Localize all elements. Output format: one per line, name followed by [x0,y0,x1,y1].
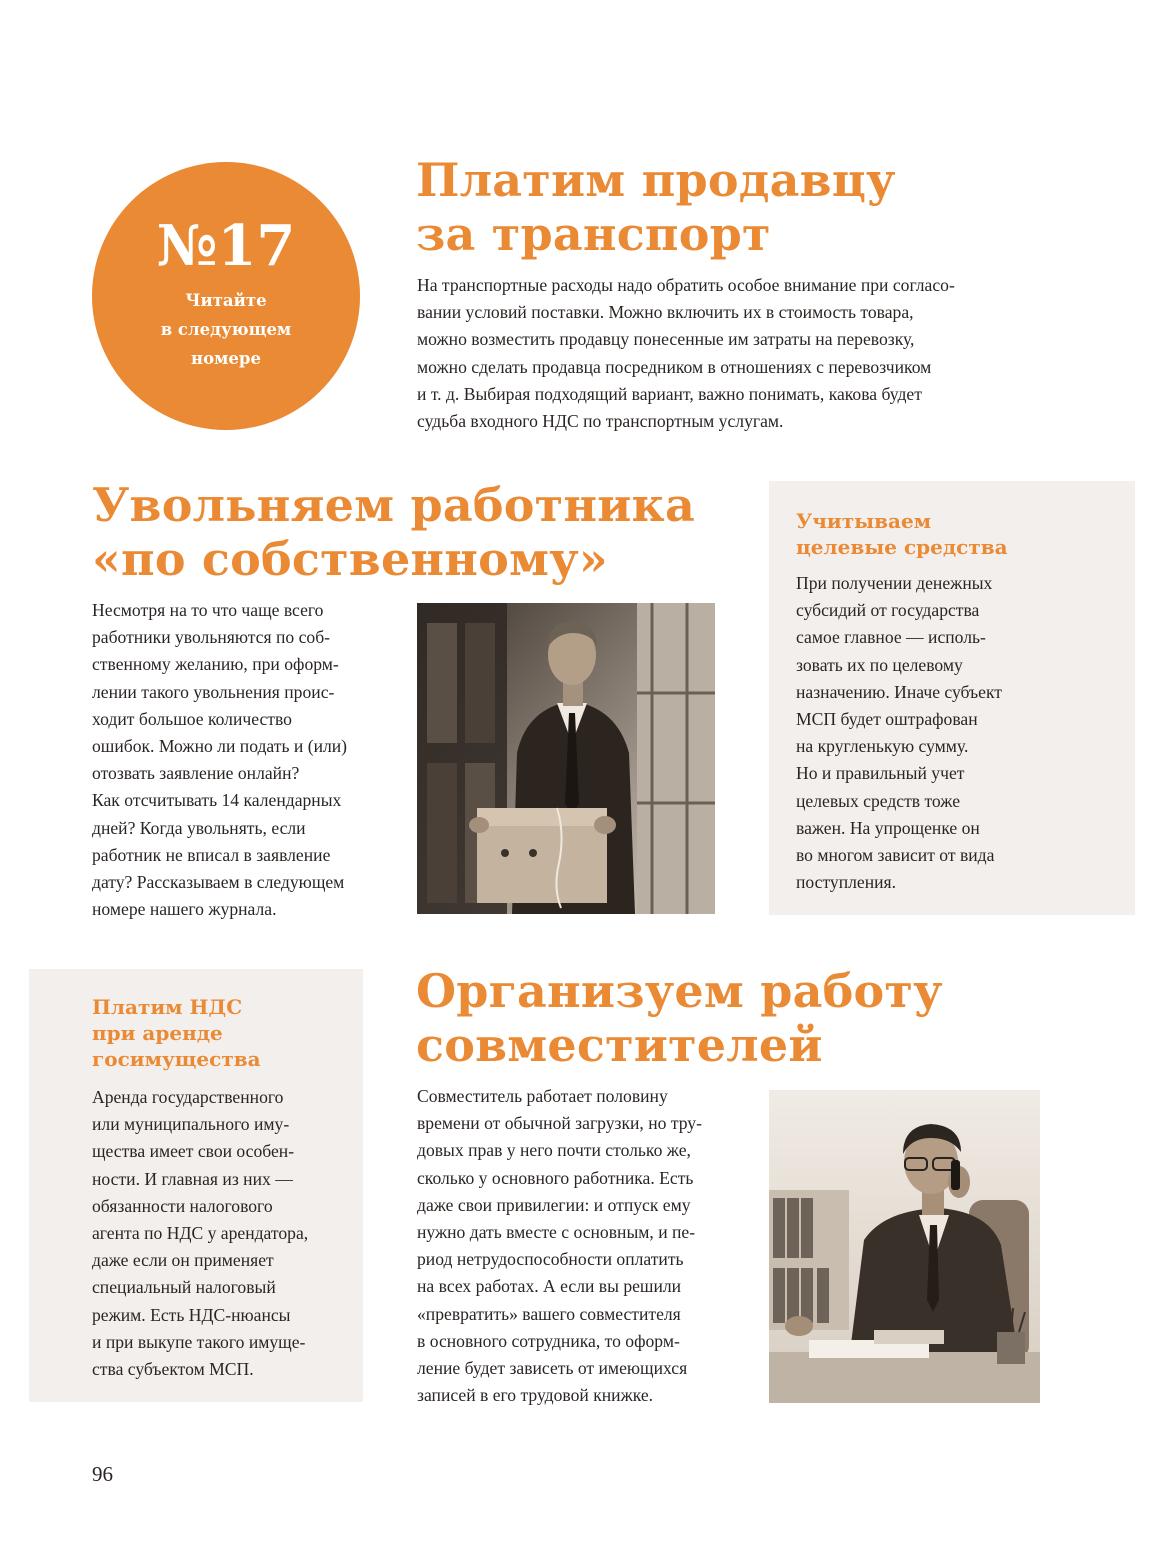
text-line: ходит большое количество [92,708,292,729]
text-line: работники увольняются по соб- [92,627,331,648]
text-line: в основного сотрудника, то оформ- [417,1330,680,1351]
text-line: во многом зависит от вида [796,845,995,866]
text-line: обязанности налогового [92,1195,273,1216]
title-line: «по собственному» [92,532,608,586]
text-line: записей в его трудовой книжке. [417,1385,654,1406]
photo-man-on-phone [769,1090,1040,1403]
sidebar-title-target-funds [796,508,1008,560]
title-line: Платим НДС [92,995,243,1019]
text-line: вании условий поставки. Можно включить их в стоимость товара, [417,302,914,323]
article-text-dismissal [92,597,347,923]
article-title-part-timers [416,964,943,1072]
text-line: ление будет зависеть от имеющихся [417,1358,688,1379]
text-line: Аренда государственного [92,1087,284,1107]
text-line: даже свои привилегии: и отпуск ему [417,1194,691,1215]
text-line: щества имеет свои особен- [92,1141,295,1162]
text-line: или муниципального иму- [92,1114,290,1135]
title-line: целевые средства [796,535,1008,559]
text-line: самое главное — исполь- [796,627,986,648]
text-line: можно сделать продавца посредником в отношениях с перевозчиком [417,356,932,377]
badge-caption-line: в следующем [160,320,292,339]
text-line: довых прав у него почти столько же, [417,1140,691,1161]
text-line: ственному желанию, при оформ- [92,654,339,675]
title-line: госимущества [92,1047,261,1071]
sidebar-text-target-funds [796,570,1002,896]
text-line: на кругленькую сумму. [796,736,969,757]
article-title-dismissal [92,478,695,586]
text-line: ности. И главная из них — [92,1168,293,1189]
sidebar-text-vat-rent [92,1084,308,1383]
badge-caption [92,286,360,373]
text-line: сколько у основного работника. Есть [417,1167,694,1188]
badge-caption-line: Читайте [185,291,267,310]
text-line: зовать их по целевому [796,654,963,675]
title-line: совместителей [416,1018,823,1072]
text-line: дату? Рассказываем в следующем [92,872,345,893]
text-line: Но и правильный учет [796,763,965,784]
badge-caption-line: номере [191,349,261,368]
sidebar-title-vat-rent [92,994,261,1072]
title-line: Учитываем [796,509,932,533]
text-line: Как отсчитывать 14 календарных [92,790,342,811]
title-line: при аренде [92,1021,223,1045]
photo-man-with-box [417,603,715,914]
article-title-transport [416,153,896,261]
text-line: работник не вписал в заявление [92,844,331,865]
text-line: агента по НДС у арендатора, [92,1223,309,1244]
text-line: «превратить» вашего совместителя [417,1303,681,1324]
text-line: поступления. [796,872,897,893]
text-line: дней? Когда увольнять, если [92,817,306,838]
text-line: важен. На упрощенке он [796,817,980,838]
title-line: Увольняем работника [92,478,695,532]
text-line: Несмотря на то что чаще всего [92,600,324,620]
article-text-transport [417,272,955,435]
text-line: на всех работах. А если вы решили [417,1276,682,1297]
text-line: ошибок. Можно ли подать и (или) [92,736,348,757]
text-line: отозвать заявление онлайн? [92,763,300,784]
issue-badge [92,162,360,430]
text-line: риод нетрудоспособности оплатить [417,1249,684,1270]
text-line: специальный налоговый [92,1277,276,1298]
text-line: ства субъектом МСП. [92,1359,254,1380]
text-line: субсидий от государства [796,600,980,621]
text-line: При получении денежных [796,573,993,593]
text-line: МСП будет оштрафован [796,709,978,730]
badge-number: №17 [156,213,296,279]
text-line: лении такого увольнения проис- [92,681,335,702]
text-line: номере нашего журнала. [92,899,277,920]
text-line: Совместитель работает половину [417,1086,668,1106]
article-text-part-timers [417,1083,702,1409]
text-line: назначению. Иначе субъект [796,681,1002,702]
text-line: времени от обычной загрузки, но тру- [417,1113,702,1134]
text-line: и при выкупе такого имуще- [92,1331,306,1352]
text-line: судьба входного НДС по транспортным услугам. [417,411,784,432]
text-line: режим. Есть НДС-нюансы [92,1304,291,1325]
text-line: нужно дать вместе с основным, и пе- [417,1222,696,1243]
title-line: Организуем работу [416,964,943,1018]
page-number: 96 [92,1462,113,1486]
title-line: за транспорт [416,207,771,261]
text-line: На транспортные расходы надо обратить особое внимание при согласо- [417,275,955,295]
title-line: Платим продавцу [416,153,896,207]
text-line: даже если он применяет [92,1250,274,1271]
text-line: целевых средств тоже [796,790,961,811]
text-line: и т. д. Выбирая подходящий вариант, важно понимать, какова будет [417,383,922,404]
text-line: можно возместить продавцу понесенные им затраты на перевозку, [417,329,915,350]
